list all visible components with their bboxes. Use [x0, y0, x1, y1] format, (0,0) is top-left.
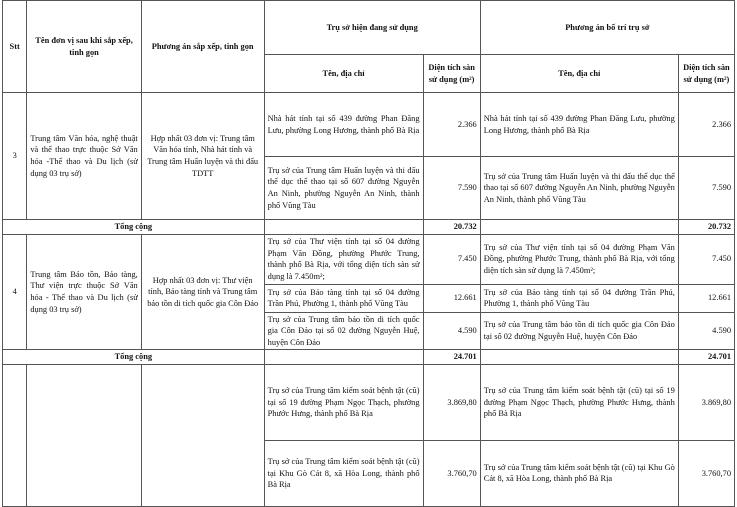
- total-spacer: [264, 350, 423, 365]
- header-area: Diện tích sàn sử dụng (m²): [423, 55, 480, 93]
- new-address-cell: Trụ sở của Trung tâm Huấn luyện và thi đấu thể dục thể thao tại số 607 đường Nguyễn An Ninh, phường Nguyễn An Ninh, thành phố Vũng Tàu: [480, 157, 678, 220]
- total-spacer: [264, 220, 423, 235]
- new-area-cell: 2.366: [678, 93, 734, 157]
- new-area-cell: 3.760,70: [678, 440, 734, 506]
- current-area-cell: 12.661: [423, 284, 480, 312]
- new-area-cell: 4.590: [678, 312, 734, 350]
- current-address-cell: Trụ sở của Trung tâm kiểm soát bệnh tật (cũ) tại Khu Gò Cát 8, xã Hòa Long, thành phố Bà Rịa: [264, 440, 423, 506]
- new-address-cell: Nhà hát tỉnh tại số 439 đường Phan Đăng Lưu, phường Long Hương, thành phố Bà Rịa: [480, 93, 678, 157]
- total-new: 24.701: [678, 350, 734, 365]
- current-address-cell: Trụ sở của Bảo tàng tỉnh tại số 04 đường Trần Phú, Phường 1, thành phố Vũng Tàu: [264, 284, 423, 312]
- header-new-group: Phương án bố trí trụ sở: [480, 1, 734, 55]
- stt-cell: 4: [3, 234, 27, 350]
- stt-cell: 3: [3, 93, 27, 220]
- new-address-cell: Trụ sở của Trung tâm kiểm soát bệnh tật (cũ) tại số 19 đường Phạm Ngọc Thạch, phường Phước Hưng, thành phố Bà Rịa: [480, 364, 678, 440]
- unit-cell: Trung tâm Bảo tồn, Bảo tàng, Thư viện trực thuộc Sở Văn hóa - Thể thao và Du lịch (sử dụng 03 trụ sở): [27, 234, 141, 350]
- current-area-cell: 2.366: [423, 93, 480, 157]
- total-row: [3, 350, 735, 365]
- current-area-cell: 3.869,80: [423, 364, 480, 440]
- new-address-cell: Trụ sở của Bảo tàng tỉnh tại số 04 đường Trần Phú, Phường 1, thành phố Vũng Tàu: [480, 284, 678, 312]
- current-address-cell: Trụ sở của Trung tâm Huấn luyện và thi đấu thể dục thể thao tại số 607 đường Nguyễn An Ninh, phường Nguyễn An Ninh, thành phố Vũng Tàu: [264, 157, 423, 220]
- new-address-cell: Trụ sở của Trung tâm bảo tồn di tích quốc gia Côn Đảo tại số 02 đường Nguyễn Huệ, huyện Côn Đảo: [480, 312, 678, 350]
- current-address-cell: Trụ sở của Thư viện tỉnh tại số 04 đường Phạm Văn Đồng, phường Phước Trung, thành phố Bà Rịa, với tổng diện tích sàn sử dụng là 7.450m²;: [264, 234, 423, 284]
- unit-cell: Trung tâm Văn hóa, nghệ thuật và thể thao trực thuộc Sở Văn hóa -Thể thao và Du lịch (sử dụng 03 trụ sở): [27, 93, 141, 220]
- total-current: 24.701: [423, 350, 480, 365]
- header-current-group: Trụ sở hiện đang sử dụng: [264, 1, 480, 55]
- header-unit: Tên đơn vị sau khi sắp xếp, tinh gọn: [27, 1, 141, 93]
- new-address-cell: Trụ sở của Trung tâm kiểm soát bệnh tật (cũ) tại Khu Gò Cát 8, xã Hòa Long, thành phố Bà Rịa: [480, 440, 678, 506]
- stt-cell: [3, 364, 27, 506]
- total-current: 20.732: [423, 220, 480, 235]
- total-label: Tổng cộng: [3, 220, 265, 235]
- new-area-cell: 7.450: [678, 234, 734, 284]
- current-area-cell: 7.590: [423, 157, 480, 220]
- total-new: 20.732: [678, 220, 734, 235]
- current-area-cell: 4.590: [423, 312, 480, 350]
- current-area-cell: 3.760,70: [423, 440, 480, 506]
- current-address-cell: Trụ sở của Trung tâm kiểm soát bệnh tật (cũ) tại số 19 đường Phạm Ngọc Thạch, phường Phước Hưng, thành phố Bà Rịa: [264, 364, 423, 440]
- plan-cell: Hợp nhất 03 đơn vị: Thư viện tỉnh, Bảo tàng tỉnh và Trung tâm bảo tồn di tích quốc gia Côn Đảo: [141, 234, 264, 350]
- header-row-1: [3, 1, 735, 55]
- new-area-cell: 12.661: [678, 284, 734, 312]
- header-name-address: Tên, địa chỉ: [264, 55, 423, 93]
- plan-cell: [141, 364, 264, 506]
- plan-cell: Hợp nhất 03 đơn vị: Trung tâm Văn hóa tỉnh, Nhà hát tỉnh và Trung tâm Huấn luyện và thi đấu TDTT: [141, 93, 264, 220]
- facilities-table: [2, 0, 735, 507]
- current-address-cell: Nhà hát tỉnh tại số 439 đường Phan Đăng Lưu, phường Long Hương, thành phố Bà Rịa: [264, 93, 423, 157]
- new-address-cell: Trụ sở của Thư viện tỉnh tại số 04 đường Phạm Văn Đồng, phường Phước Trung, thành phố Bà Rịa, với tổng diện tích sàn sử dụng là 7.450m²;: [480, 234, 678, 284]
- current-address-cell: Trụ sở của Trung tâm bảo tồn di tích quốc gia Côn Đảo tại số 02 đường Nguyễn Huệ, huyện Côn Đảo: [264, 312, 423, 350]
- unit-cell: [27, 364, 141, 506]
- table-row: [3, 93, 735, 157]
- total-spacer: [480, 350, 678, 365]
- table-row: [3, 364, 735, 440]
- header-new-name-address: Tên, địa chỉ: [480, 55, 678, 93]
- table-row: [3, 234, 735, 284]
- total-spacer: [480, 220, 678, 235]
- new-area-cell: 3.869,80: [678, 364, 734, 440]
- current-area-cell: 7.450: [423, 234, 480, 284]
- new-area-cell: 7.590: [678, 157, 734, 220]
- header-stt: Stt: [3, 1, 27, 93]
- header-new-area: Diện tích sàn sử dụng (m²): [678, 55, 734, 93]
- total-row: [3, 220, 735, 235]
- header-plan: Phương án sắp xếp, tinh gọn: [141, 1, 264, 93]
- total-label: Tổng cộng: [3, 350, 265, 365]
